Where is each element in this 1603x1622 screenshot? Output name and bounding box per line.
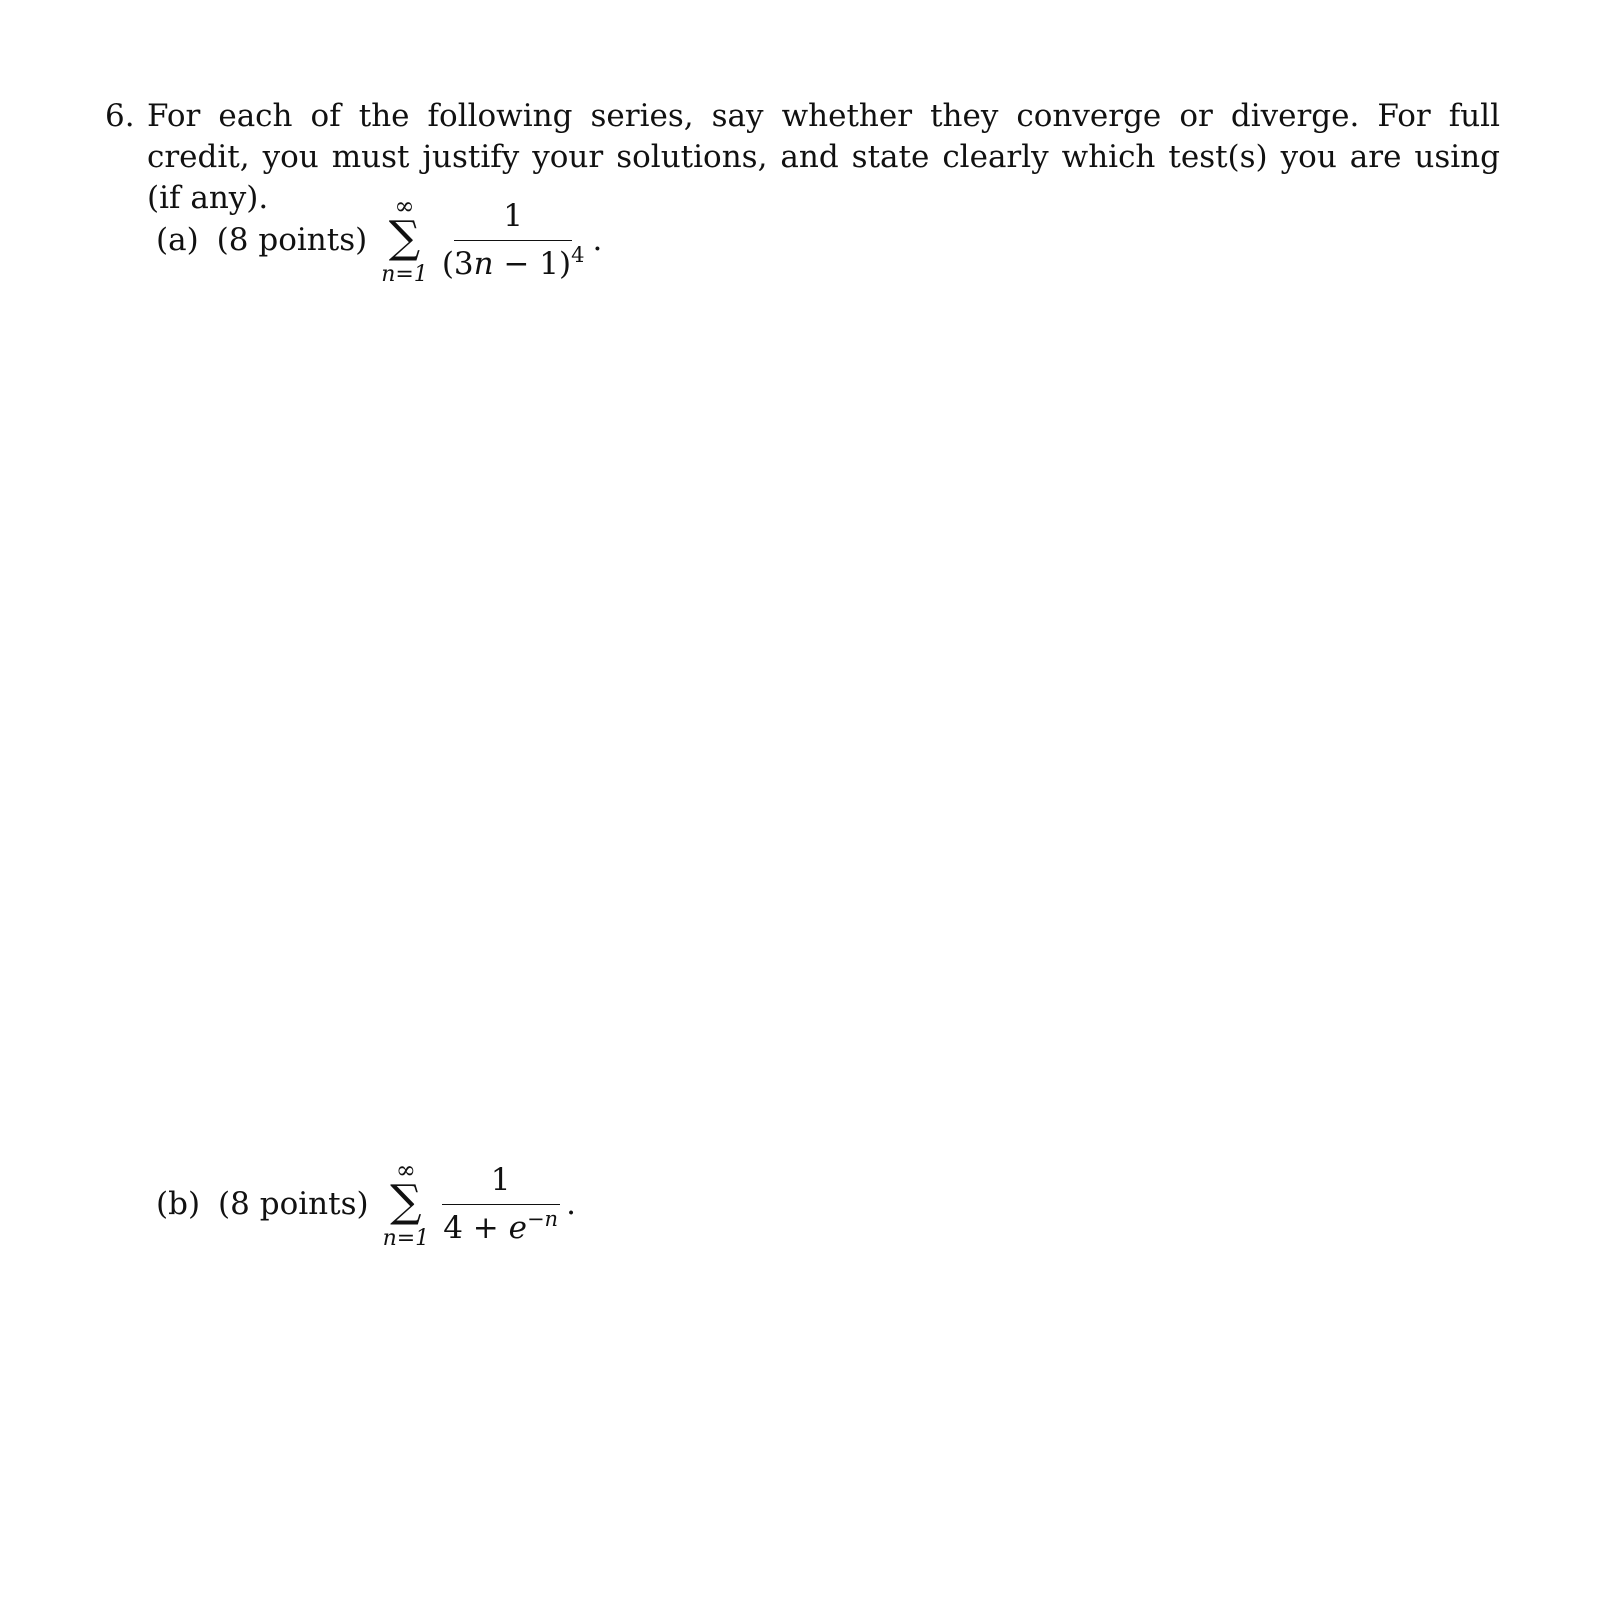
part-a-period: .	[592, 222, 603, 258]
part-b	[156, 1158, 576, 1250]
part-a-denominator	[438, 241, 589, 280]
part-b-fraction	[439, 1161, 562, 1246]
part-a-denominator-variable: n	[473, 245, 494, 282]
part-a	[156, 194, 602, 286]
part-a-sum-lower-limit: n=1	[381, 262, 428, 287]
part-b-denominator-exponent: −n	[526, 1206, 559, 1231]
part-a-numerator: 1	[454, 201, 572, 241]
part-a-label: (a)	[156, 222, 199, 258]
part-b-label: (b)	[156, 1186, 201, 1222]
part-b-numerator: 1	[442, 1165, 560, 1205]
part-b-points: (8 points)	[218, 1186, 369, 1222]
part-b-sum-upper-limit: ∞	[395, 1156, 416, 1184]
part-b-denominator	[439, 1205, 562, 1244]
part-a-denominator-open: (3	[441, 245, 474, 282]
part-a-summation	[381, 194, 428, 286]
part-b-period: .	[566, 1186, 576, 1222]
part-b-denominator-base: 4 +	[443, 1209, 509, 1246]
part-a-denominator-exponent: 4	[571, 242, 585, 267]
part-b-summation	[383, 1158, 430, 1250]
problem-statement: For each of the following series, say whether they converge or diverge. For full credit, you must justify your solutions, and state clearly which test(s) you are using (if any).	[147, 98, 1500, 216]
part-b-sigma-symbol: ∑	[390, 1176, 422, 1227]
part-b-denominator-variable: e	[508, 1209, 527, 1246]
problem-number: 6.	[105, 98, 135, 134]
part-a-points: (8 points)	[216, 222, 368, 258]
part-b-sum-lower-limit: n=1	[382, 1226, 430, 1251]
part-a-fraction	[438, 197, 589, 282]
part-a-sigma-symbol: ∑	[388, 212, 421, 263]
part-a-sum-upper-limit: ∞	[394, 192, 415, 220]
part-a-denominator-rest: − 1)	[493, 245, 572, 282]
